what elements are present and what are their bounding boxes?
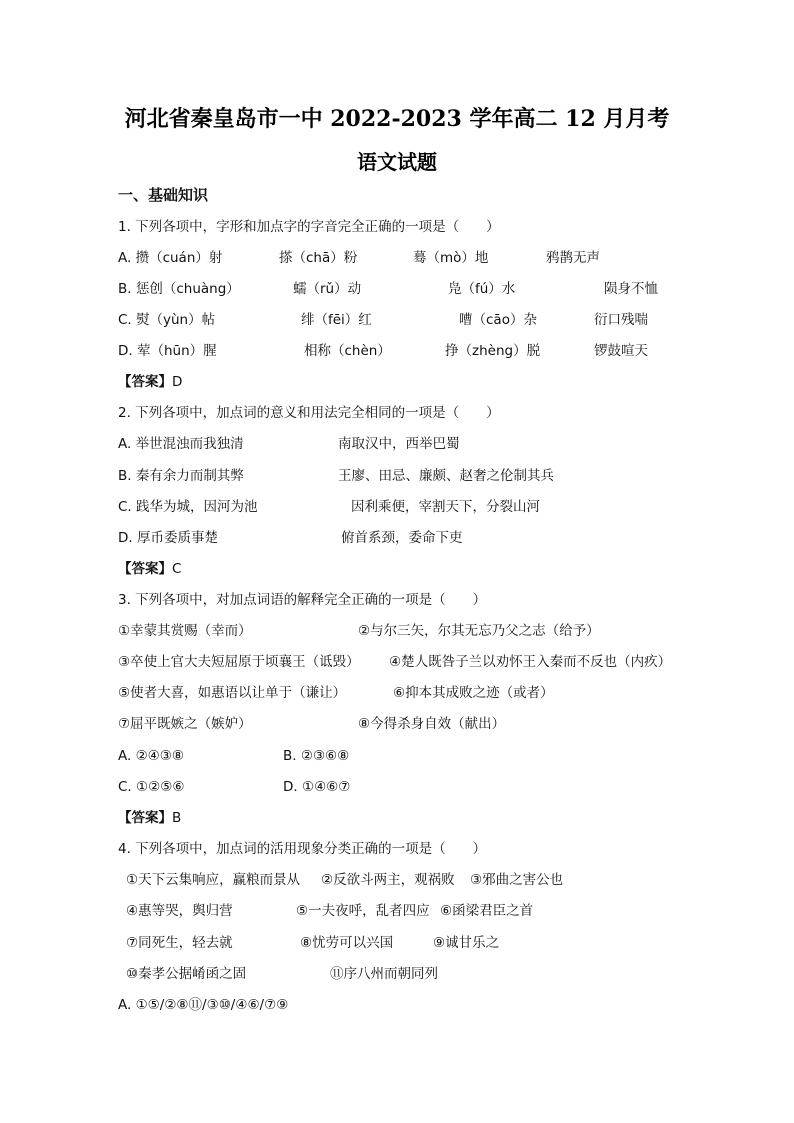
q1-option-a-3: 蓦（mò）地 xyxy=(413,250,489,266)
q3-item-4: ④楚人既咎子兰以劝怀王入秦而不反也（内疚） xyxy=(389,654,672,670)
q1-option-a-2: 搽（chā）粉 xyxy=(279,250,358,266)
q2-option-d-1: D. 厚币委质事楚 xyxy=(118,530,218,546)
answer-label: 【答案】 xyxy=(118,810,172,826)
q4-item-6: ⑥函梁君臣之首 xyxy=(440,903,534,919)
answer-label: 【答案】 xyxy=(118,561,172,577)
q3-option-c: C. ①②⑤⑥ xyxy=(118,779,185,795)
q1-option-a-1: A. 攒（cuán）射 xyxy=(118,250,223,266)
q3-answer xyxy=(118,808,181,828)
q4-item-8: ⑧忧劳可以兴国 xyxy=(300,935,394,951)
q4-item-9: ⑨诚甘乐之 xyxy=(433,935,500,951)
q3-item-2: ②与尔三矢，尔其无忘乃父之志（给予） xyxy=(358,623,600,639)
answer-value: D xyxy=(172,374,183,390)
q2-answer xyxy=(118,559,181,579)
q2-option-c-2: 因利乘便，宰割天下，分裂山河 xyxy=(351,499,540,515)
q1-option-b-1: B. 惩创（chuàng） xyxy=(118,281,240,297)
q1-option-c-3: 嘈（cāo）杂 xyxy=(459,312,537,328)
q1-option-c-4: 衍口残喘 xyxy=(594,312,648,328)
q2-option-c-1: C. 践华为城，因河为池 xyxy=(118,499,258,515)
q1-answer xyxy=(118,372,182,392)
q3-item-7: ⑦屈平既嫉之（嫉妒） xyxy=(118,716,252,732)
q2-option-d-2: 俯首系颈，委命下吏 xyxy=(341,530,463,546)
q4-option-a: A. ①⑤/②⑧⑪/③⑩/④⑥/⑦⑨ xyxy=(118,997,289,1013)
q3-option-a: A. ②④③⑧ xyxy=(118,748,184,764)
q3-option-d: D. ①④⑥⑦ xyxy=(283,779,351,795)
answer-label: 【答案】 xyxy=(118,374,172,390)
q3-item-8: ⑧今得杀身自效（献出） xyxy=(358,716,506,732)
q3-item-6: ⑥抑本其成败之迹（或者） xyxy=(393,685,554,701)
q3-item-3: ③卒使上官大夫短屈原于顷襄王（诋毁） xyxy=(118,654,360,670)
q1-option-c-2: 绯（fēi）红 xyxy=(301,312,372,328)
answer-value: B xyxy=(172,810,182,826)
q2-option-b-1: B. 秦有余力而制其弊 xyxy=(118,468,244,484)
q4-item-11: ⑪序八州而朝同列 xyxy=(330,966,438,982)
q1-option-d-3: 挣（zhèng）脱 xyxy=(445,343,541,359)
question-4-stem: 4. 下列各项中，加点词的活用现象分类正确的一项是（ ） xyxy=(118,841,487,857)
q3-option-b: B. ②③⑥⑧ xyxy=(283,748,350,764)
q2-option-a-2: 南取汉中，西举巴蜀 xyxy=(338,436,460,452)
q1-option-c-1: C. 熨（yùn）帖 xyxy=(118,312,216,328)
q4-item-3: ③邪曲之害公也 xyxy=(470,872,564,888)
q1-option-b-2: 蠕（rǔ）动 xyxy=(293,281,362,297)
q4-item-2: ②反欲斗两主，观祸败 xyxy=(321,872,455,888)
q4-item-1: ①天下云集响应，赢粮而景从 xyxy=(126,872,301,888)
q4-item-7: ⑦同死生，轻去就 xyxy=(126,935,233,951)
q4-item-5: ⑤一夫夜呼，乱者四应 xyxy=(296,903,430,919)
q3-item-5: ⑤使者大喜，如惠语以让单于（谦让） xyxy=(118,685,347,701)
section-heading: 一、基础知识 xyxy=(118,186,209,204)
q2-option-a-1: A. 举世混浊而我独清 xyxy=(118,436,244,452)
q1-option-b-3: 凫（fú）水 xyxy=(448,281,516,297)
q3-item-1: ①幸蒙其赏赐（幸而） xyxy=(118,623,252,639)
question-1-stem: 1. 下列各项中，字形和加点字的字音完全正确的一项是（ ） xyxy=(118,219,500,235)
q1-option-a-4: 鸦鹊无声 xyxy=(546,250,600,266)
answer-value: C xyxy=(172,561,182,577)
document-title: 河北省秦皇岛市一中 2022-2023 学年高二 12 月月考 xyxy=(124,106,670,132)
q4-item-10: ⑩秦孝公据崤函之固 xyxy=(126,966,247,982)
q1-option-d-2: 相称（chèn） xyxy=(304,343,391,359)
q4-item-4: ④惠等哭，舆归营 xyxy=(126,903,233,919)
q1-option-d-4: 锣鼓喧天 xyxy=(594,343,648,359)
q1-option-b-4: 陨身不恤 xyxy=(604,281,658,297)
q2-option-b-2: 王廖、田忌、廉颇、赵奢之伦制其兵 xyxy=(338,468,554,484)
q1-option-d-1: D. 荤（hūn）腥 xyxy=(118,343,217,359)
document-subtitle: 语文试题 xyxy=(357,150,437,174)
question-3-stem: 3. 下列各项中，对加点词语的解释完全正确的一项是（ ） xyxy=(118,592,487,608)
question-2-stem: 2. 下列各项中，加点词的意义和用法完全相同的一项是（ ） xyxy=(118,405,500,421)
